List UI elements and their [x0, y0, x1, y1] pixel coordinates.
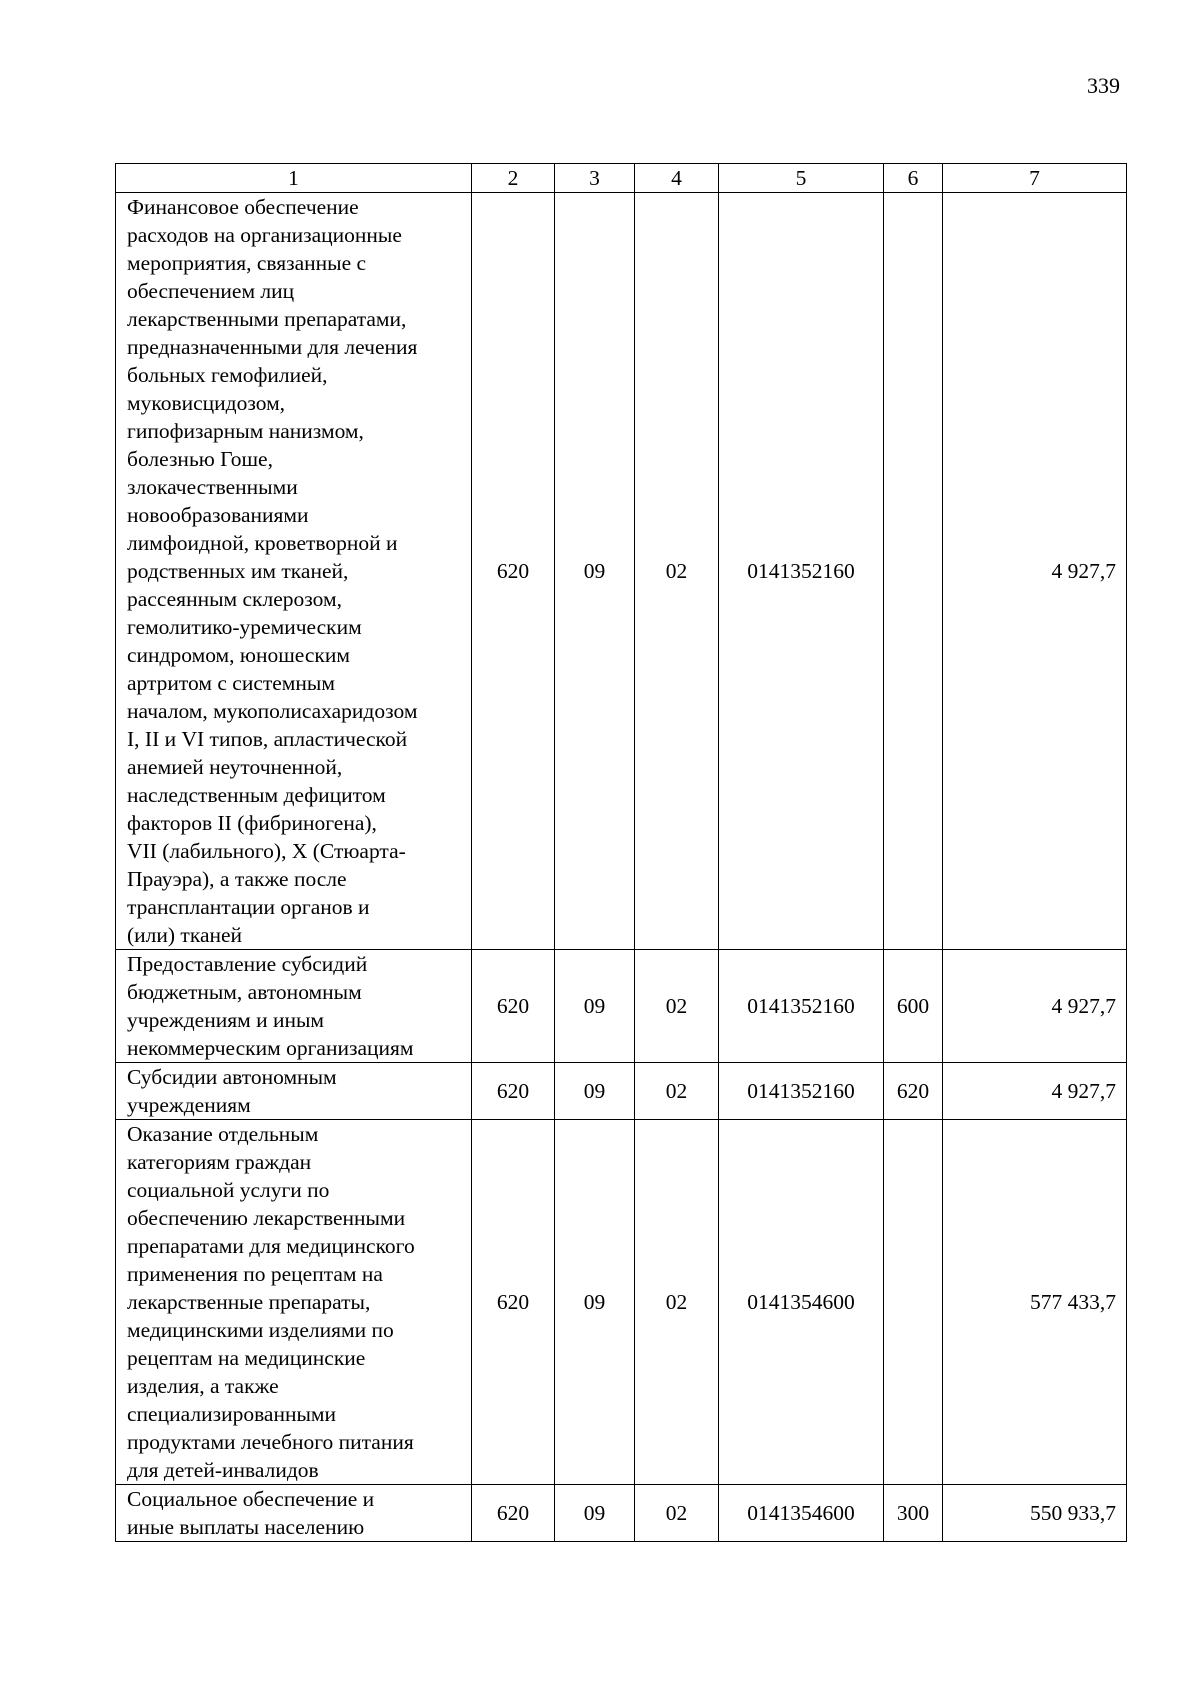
row-name: Предоставление субсидий бюджетным, автономным учреждениям и иным некоммерческим организациям	[116, 950, 472, 1063]
cell-amount: 4 927,7	[943, 193, 1127, 950]
table-row	[116, 1485, 1127, 1542]
column-header: 5	[719, 164, 884, 193]
cell-col5: 0141352160	[719, 193, 884, 950]
column-header: 1	[116, 164, 472, 193]
cell-col5: 0141354600	[719, 1120, 884, 1485]
cell-col2: 620	[472, 950, 555, 1063]
cell-col4: 02	[635, 1063, 719, 1120]
cell-col4: 02	[635, 1485, 719, 1542]
table-row	[116, 193, 1127, 950]
table-row	[116, 950, 1127, 1063]
cell-col6: 300	[884, 1485, 943, 1542]
cell-col6: 600	[884, 950, 943, 1063]
row-name: Субсидии автономным учреждениям	[116, 1063, 472, 1120]
cell-col3: 09	[555, 193, 635, 950]
table-header-row	[116, 164, 1127, 193]
column-header: 2	[472, 164, 555, 193]
cell-col3: 09	[555, 1063, 635, 1120]
column-header: 3	[555, 164, 635, 193]
cell-col3: 09	[555, 1120, 635, 1485]
cell-amount: 550 933,7	[943, 1485, 1127, 1542]
cell-col6	[884, 1120, 943, 1485]
cell-col3: 09	[555, 950, 635, 1063]
column-header: 7	[943, 164, 1127, 193]
cell-col2: 620	[472, 1485, 555, 1542]
cell-amount: 4 927,7	[943, 1063, 1127, 1120]
cell-col4: 02	[635, 1120, 719, 1485]
column-header: 6	[884, 164, 943, 193]
cell-col5: 0141354600	[719, 1485, 884, 1542]
cell-col2: 620	[472, 1120, 555, 1485]
cell-amount: 577 433,7	[943, 1120, 1127, 1485]
row-name: Оказание отдельным категориям граждан социальной услуги по обеспечению лекарственными препаратами для медицинского применения по рецептам на лекарственные препараты, медицинскими изделиями по рецептам на медицинские изделия, а также специализированными продуктами лечебного питания для детей-инвалидов	[116, 1120, 472, 1485]
column-header: 4	[635, 164, 719, 193]
cell-col4: 02	[635, 193, 719, 950]
budget-table	[115, 163, 1127, 1542]
row-name: Финансовое обеспечение расходов на организационные мероприятия, связанные с обеспечением лиц лекарственными препаратами, предназначенными для лечения больных гемофилией, муковисцидозом, гипофизарным нанизмом, болезнью Гоше, злокачественными новообразованиями лимфоидной, кроветворной и родственных им тканей, рассеянным склерозом, гемолитико-уремическим синдромом, юношеским артритом с системным началом, мукополисахаридозом I, II и VI типов, апластической анемией неуточненной, наследственным дефицитом факторов II (фибриногена), VII (лабильного), X (Стюарта- Прауэра), а также после трансплантации органов и (или) тканей	[116, 193, 472, 950]
cell-col4: 02	[635, 950, 719, 1063]
cell-col3: 09	[555, 1485, 635, 1542]
cell-col6: 620	[884, 1063, 943, 1120]
table-row	[116, 1120, 1127, 1485]
cell-col5: 0141352160	[719, 950, 884, 1063]
page-number: 339	[1087, 73, 1120, 98]
cell-col2: 620	[472, 1063, 555, 1120]
row-name: Социальное обеспечение и иные выплаты населению	[116, 1485, 472, 1542]
cell-col5: 0141352160	[719, 1063, 884, 1120]
table-row	[116, 1063, 1127, 1120]
cell-col6	[884, 193, 943, 950]
cell-col2: 620	[472, 193, 555, 950]
cell-amount: 4 927,7	[943, 950, 1127, 1063]
